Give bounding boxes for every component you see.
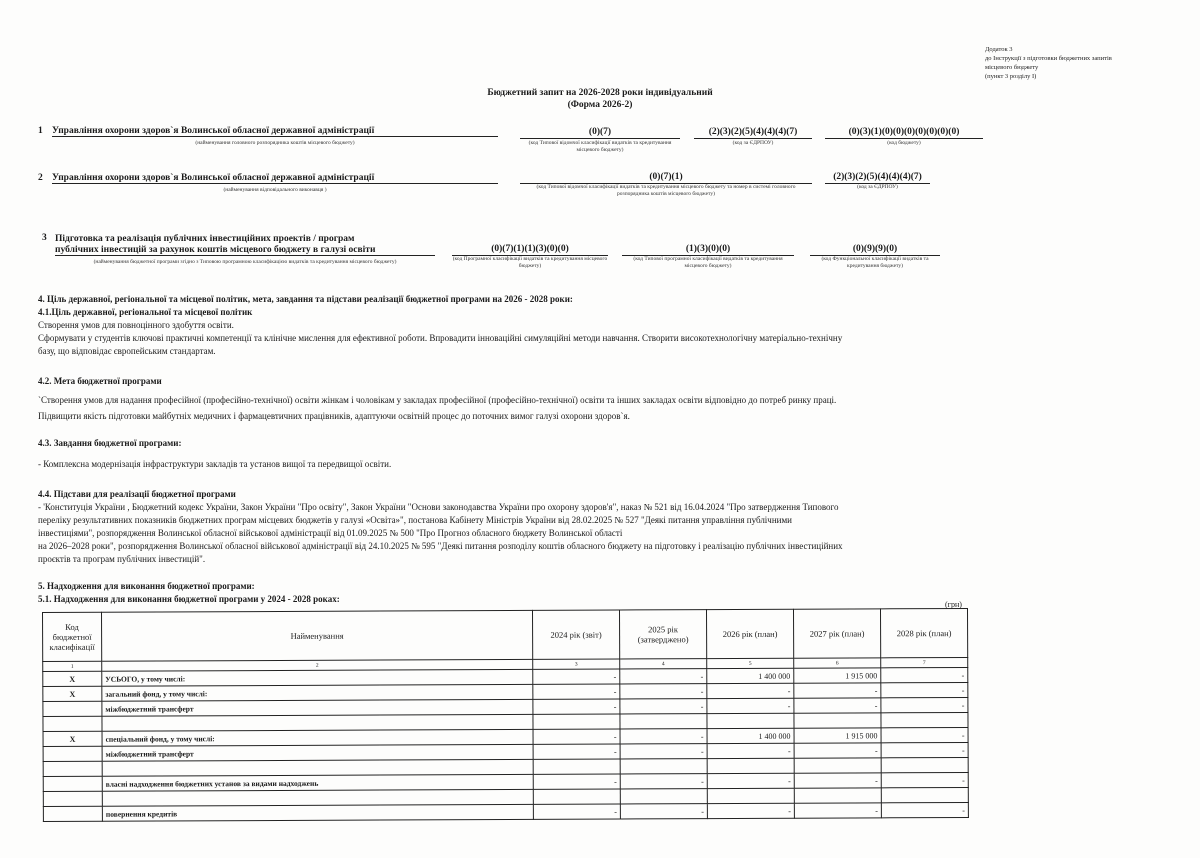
functional-code: (0)(9)(9)(0): [810, 243, 940, 256]
section-4: [38, 293, 1158, 358]
name-cell: міжбюджетний трансферт: [102, 744, 533, 761]
table-row: [43, 802, 968, 821]
value-cell: -: [533, 684, 620, 699]
value-cell: -: [620, 744, 707, 759]
column-index: 5: [707, 658, 794, 668]
revenue-table: [42, 608, 969, 822]
value-cell: -: [620, 669, 707, 684]
value-cell: -: [707, 698, 794, 713]
currency-unit: (грн): [945, 600, 962, 609]
name-cell: міжбюджетний трансферт: [102, 699, 533, 716]
value-cell: -: [881, 682, 968, 697]
code-cell: [43, 806, 102, 821]
section-4-4-line: проєктів та програм публічних інвестицій".: [38, 554, 206, 564]
edrpou-caption: (код за ЄДРПОУ): [732, 140, 774, 146]
value-cell: -: [881, 667, 968, 682]
header-2025: 2025 рік (затверджено): [619, 610, 706, 659]
code-cell: X: [43, 686, 102, 701]
annex-note: Додаток 3 до Інструкції з підготовки бюджетних запитів місцевого бюджету (пункт 3 розділу I): [985, 46, 1112, 80]
budget-code-caption: (код бюджету): [887, 140, 921, 146]
table-header-row: [43, 608, 968, 661]
value-cell: [794, 713, 881, 728]
program-name-caption: (найменування бюджетної програми згідно з Типовою програмною класифікацією видатків та кредитування місцевого бюджету): [93, 259, 397, 265]
value-cell: -: [881, 742, 968, 757]
section-4-2-line: Підвищити якість підготовки майбутніх медичних і фармацевтичних працівників, адаптуючи освітній процес до поточних вимог галузі охорони здоров`я.: [38, 411, 630, 421]
executor-departmental-code: (0)(7)(1): [520, 171, 812, 184]
value-cell: [533, 714, 620, 729]
column-index: 6: [794, 658, 881, 668]
value-cell: [533, 759, 620, 774]
value-cell: -: [620, 804, 707, 819]
value-cell: -: [794, 773, 881, 788]
code-cell: [43, 746, 102, 761]
value-cell: [881, 757, 968, 772]
value-cell: -: [794, 743, 881, 758]
value-cell: -: [881, 772, 968, 787]
main-manager-name: Управління охорони здоров`я Волинської обласної державної адміністрації: [52, 126, 498, 137]
value-cell: [620, 789, 707, 804]
section-4-2-heading: 4.2. Мета бюджетної програми: [38, 376, 162, 386]
header-2024: 2024 рік (звіт): [532, 610, 619, 659]
value-cell: [881, 712, 968, 727]
value-cell: -: [794, 803, 881, 818]
section-4-1-line: Створення умов для повноцінного здобуття освіти.: [38, 320, 234, 330]
executor-departmental-code-caption: (код Типової відомчої класифікації видатків та кредитування місцевого бюджету та номер в системі головного розпорядника коштів місцевого бюджету): [536, 184, 796, 197]
value-cell: [794, 758, 881, 773]
section-4-4-line: інвестиціями", розпорядження Волинської обласної військової адміністрації від 01.09.2025 № 500 "Про Прогноз обласного бюджету Волинської області: [38, 528, 623, 538]
section-4-3-line: - Комплексна модернізація інфраструктури закладів та установ вищої та передвищої освіти.: [38, 459, 392, 469]
value-cell: -: [533, 699, 620, 714]
section-5-heading: 5. Надходження для виконання бюджетної програми:: [38, 581, 255, 591]
section-4-4: [38, 488, 1158, 566]
program-code: (0)(7)(1)(1)(3)(0)(0): [452, 243, 608, 256]
value-cell: [620, 714, 707, 729]
section-5: [38, 580, 938, 606]
value-cell: 1 915 000: [794, 728, 881, 743]
value-cell: -: [620, 729, 707, 744]
value-cell: -: [533, 744, 620, 759]
program-code-caption: (код Програмної класифікації видатків та кредитування місцевого бюджету): [452, 256, 608, 269]
departmental-code-caption: (код Типової відомчої класифікації видатків та кредитування місцевого бюджету): [528, 140, 672, 153]
column-index: 4: [620, 659, 707, 669]
value-cell: 1 400 000: [707, 668, 794, 683]
value-cell: [707, 758, 794, 773]
value-cell: [620, 759, 707, 774]
column-index: 1: [43, 661, 102, 671]
value-cell: -: [533, 669, 620, 684]
code-cell: [43, 776, 102, 791]
value-cell: -: [707, 683, 794, 698]
section-4-2: [38, 375, 1158, 423]
section-5-1-heading: 5.1. Надходження для виконання бюджетної програми у 2024 - 2028 роках:: [38, 594, 340, 604]
section-4-4-line: переліку результативних показників бюджетних програм місцевих бюджетів у галузі «Освіта»", постанова Кабінету Міністрів України від 28.02.2025 № 527 "Деякі питання управління публічними: [38, 515, 792, 525]
value-cell: -: [533, 774, 620, 789]
budget-code: (0)(3)(1)(0)(0)(0)(0)(0)(0)(0): [825, 126, 983, 139]
section-4-1-line: Сформувати у студентів ключові практичні компетенції та клінічне мислення для ефективної роботи. Впровадити інноваційні симуляційні методи навчання. Створити високотехнологічну матеріально-технічну: [38, 333, 843, 343]
program-name-line2: публічних інвестицій за рахунок коштів місцевого бюджету в галузі освіти: [55, 245, 435, 256]
row2-number: 2: [38, 173, 43, 183]
value-cell: [707, 788, 794, 803]
section-4-4-heading: 4.4. Підстави для реалізації бюджетної програми: [38, 489, 236, 499]
value-cell: 1 400 000: [707, 728, 794, 743]
value-cell: -: [707, 773, 794, 788]
value-cell: -: [620, 684, 707, 699]
departmental-code: (0)(7): [520, 126, 680, 139]
value-cell: 1 915 000: [794, 668, 881, 683]
code-cell: X: [43, 671, 102, 686]
section-4-1-heading: 4.1.Ціль державної, регіональної та місцевої політик: [38, 307, 253, 317]
executor-edrpou-code: (2)(3)(2)(5)(4)(4)(4)(7): [825, 171, 930, 184]
section-4-heading: 4. Ціль державної, регіональної та місцевої політик, мета, завдання та підстави реалізації бюджетної програми на 2026 - 2028 роки:: [38, 294, 573, 304]
value-cell: [533, 789, 620, 804]
header-2028: 2028 рік (план): [880, 608, 967, 657]
main-manager-caption: (найменування головного розпорядника коштів місцевого бюджету): [195, 140, 355, 146]
code-cell: [43, 761, 102, 776]
section-4-4-line: - 'Конституція України , Бюджетний кодекс України, Закон України "Про освіту", Закон України "Основи законодавства України про охорону здоров'я", наказ № 521 від 16.04.2024 "Про затвердження Типового: [38, 502, 839, 512]
value-cell: -: [533, 729, 620, 744]
value-cell: [881, 787, 968, 802]
header-name: Найменування: [102, 610, 533, 661]
header-code: Код бюджетної класифікації: [43, 612, 102, 661]
column-index: 7: [881, 657, 968, 667]
section-4-3-heading: 4.3. Завдання бюджетної програми:: [38, 438, 182, 448]
column-index: 2: [102, 659, 533, 671]
value-cell: [707, 713, 794, 728]
name-cell: загальний фонд, у тому числі:: [102, 684, 533, 701]
section-4-1-line: базу, що відповідає європейським стандартам.: [38, 346, 216, 356]
code-cell: [43, 791, 102, 806]
executor-caption: (найменування відповідального виконавця ): [223, 187, 327, 193]
section-4-2-line: `Створення умов для надання професійної (професійно-технічної) освіти жінкам і чоловікам у закладах професійної (професійно-технічної) освіти та інших закладах освіти відповідно до потреб ринку праці.: [38, 395, 837, 405]
code-cell: [43, 716, 102, 731]
section-4-3: [38, 437, 1158, 471]
name-cell: повернення кредитів: [102, 804, 533, 821]
value-cell: -: [620, 774, 707, 789]
value-cell: -: [794, 698, 881, 713]
section-4-4-line: на 2026–2028 роки", розпорядження Волинської обласної військової адміністрації від 24.10.2025 № 595 "Деякі питання розподілу коштів обласного бюджету на підготовку і реалізацію публічних інвестиційних: [38, 541, 843, 551]
program-name-line1: Підготовка та реалізація публічних інвестиційних проектів / програм: [55, 234, 355, 244]
executor-edrpou-caption: (код за ЄДРПОУ): [857, 184, 898, 190]
header-2026: 2026 рік (план): [706, 609, 793, 658]
value-cell: -: [533, 804, 620, 819]
document-title: Бюджетний запит на 2026-2028 роки індивідуальний (Форма 2026-2): [487, 88, 713, 110]
header-2027: 2027 рік (план): [793, 609, 880, 658]
name-cell: УСЬОГО, у тому числі:: [102, 669, 533, 686]
functional-code-caption: (код Функціональної класифікації видатків та кредитування бюджету): [821, 256, 929, 269]
value-cell: -: [794, 683, 881, 698]
row3-number: 3: [42, 233, 47, 243]
typical-program-code: (1)(3)(0)(0): [622, 243, 794, 256]
column-index: 3: [533, 659, 620, 669]
value-cell: -: [620, 699, 707, 714]
value-cell: -: [707, 743, 794, 758]
executor-name: Управління охорони здоров`я Волинської обласної державної адміністрації: [52, 173, 498, 184]
value-cell: -: [881, 697, 968, 712]
value-cell: [794, 788, 881, 803]
typical-program-code-caption: (код Типової програмної класифікації видатків та кредитування місцевого бюджету): [633, 256, 783, 269]
value-cell: -: [881, 727, 968, 742]
edrpou-code: (2)(3)(2)(5)(4)(4)(4)(7): [694, 126, 812, 139]
value-cell: -: [881, 802, 968, 817]
name-cell: спеціальний фонд, у тому числі:: [102, 729, 533, 746]
row1-number: 1: [38, 126, 43, 136]
code-cell: [43, 701, 102, 716]
value-cell: -: [707, 803, 794, 818]
name-cell: власні надходження бюджетних установ за видами надходжень: [102, 774, 533, 791]
code-cell: X: [43, 731, 102, 746]
